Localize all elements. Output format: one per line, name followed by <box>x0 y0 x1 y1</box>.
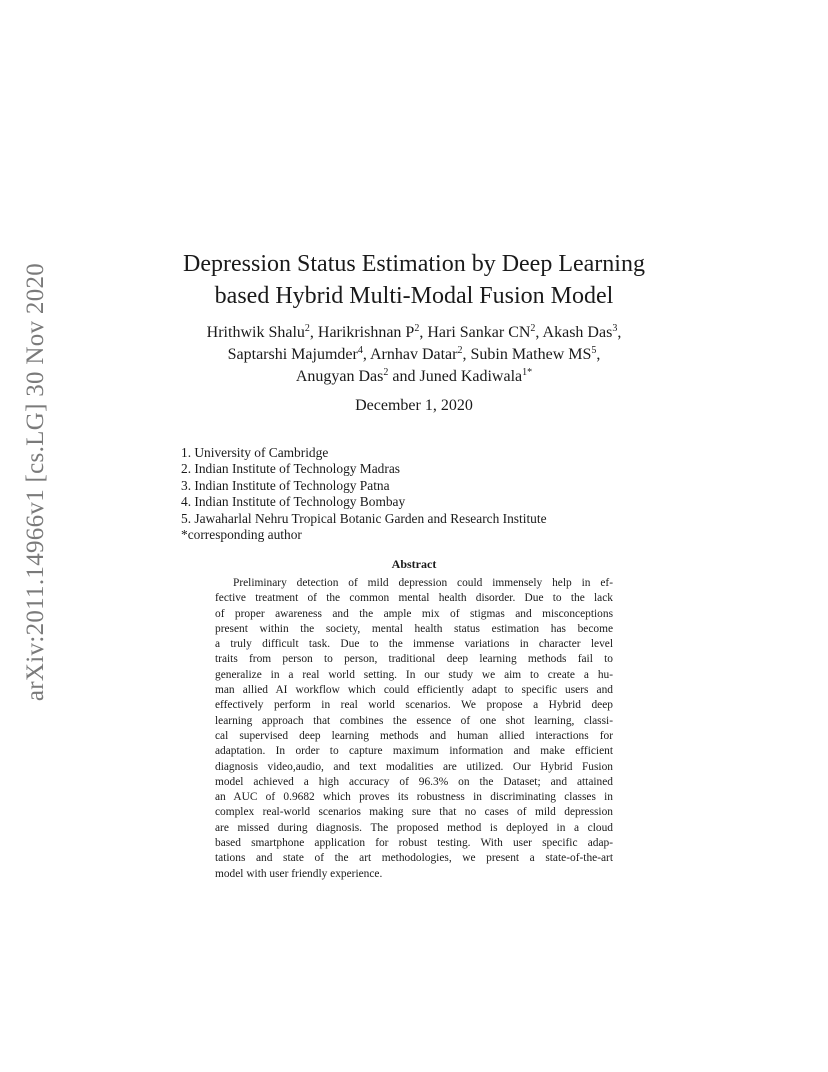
abstract-line: cal supervised deep learning methods and human allied interactions for <box>215 729 613 742</box>
author-line-3 <box>0 366 828 388</box>
author-separator: , <box>419 324 428 341</box>
author-separator: , <box>535 324 543 341</box>
author-separator: , <box>309 324 318 341</box>
author-name: Anugyan Das <box>295 368 384 385</box>
corresponding-author-note: *corresponding author <box>181 527 302 543</box>
abstract-line: fective treatment of the common mental health disorder. Due to the lack <box>215 592 613 605</box>
author-affiliation-mark: 2 <box>414 323 420 334</box>
abstract-line: a truly difficult task. Due to the immense variations in character level <box>215 638 613 651</box>
abstract-line: Preliminary detection of mild depression could immensely help in ef- <box>233 577 613 589</box>
abstract-line: model with user friendly experience. <box>215 867 383 880</box>
abstract-line: learning approach that combines the essence of one shot learning, classi- <box>215 714 613 727</box>
publication-date: December 1, 2020 <box>355 397 473 414</box>
abstract-line: adaptation. In order to capture maximum information and make efficient <box>215 745 613 758</box>
abstract-line: present within the society, mental health status estimation has become <box>215 622 613 635</box>
abstract-line: man allied AI workflow which could efficiently adapt to specific users and <box>215 684 613 697</box>
author-affiliation-mark: 4 <box>357 345 363 356</box>
abstract-line: effectively perform in real world scenarios. We propose a Hybrid deep <box>215 699 613 712</box>
author-name: Hrithwik Shalu <box>206 324 305 341</box>
paper-title <box>0 248 828 312</box>
author-name: Harikrishnan P <box>317 324 415 341</box>
affiliation-item: 5. Jawaharlal Nehru Tropical Botanic Garden and Research Institute <box>181 510 547 526</box>
affiliation-list <box>181 445 547 543</box>
author-name: Hari Sankar CN <box>427 324 531 341</box>
affiliation-item: 3. Indian Institute of Technology Patna <box>181 477 390 493</box>
author-affiliation-mark: 2 <box>304 323 310 334</box>
author-list <box>0 322 828 388</box>
author-affiliation-mark: 2 <box>383 367 389 378</box>
author-separator: , <box>617 324 622 341</box>
paper-title-line-2: based Hybrid Multi-Modal Fusion Model <box>214 283 614 309</box>
author-separator: and <box>388 368 420 385</box>
abstract-line: of proper awareness and the ample mix of stigmas and misconceptions <box>215 607 613 620</box>
paper-title-line-1: Depression Status Estimation by Deep Learning <box>183 251 645 277</box>
abstract-line: diagnosis video,audio, and text modalities are utilized. Our Hybrid Fusion <box>215 760 613 773</box>
abstract-line: model achieved a high accuracy of 96.3% on the Dataset; and attained <box>215 775 613 788</box>
author-name: Juned Kadiwala <box>419 368 523 385</box>
abstract-line: are missed during diagnosis. The proposed method is deployed in a cloud <box>215 821 613 834</box>
author-affiliation-mark: 3 <box>612 323 618 334</box>
author-affiliation-mark: 1* <box>522 367 533 378</box>
affiliation-item: 2. Indian Institute of Technology Madras <box>181 461 400 477</box>
author-name: Subin Mathew MS <box>470 346 592 363</box>
affiliation-item: 1. University of Cambridge <box>181 445 329 460</box>
author-name: Akash Das <box>542 324 613 341</box>
abstract-heading: Abstract <box>391 557 437 571</box>
author-affiliation-mark: 5 <box>591 345 597 356</box>
abstract-line: tations and state of the art methodologies, we present a state-of-the-art <box>215 852 613 865</box>
abstract-line: traits from person to person, traditional deep learning methods fail to <box>215 653 613 666</box>
abstract-line: complex real-world scenarios making sure that no cases of mild depression <box>215 806 613 819</box>
author-affiliation-mark: 2 <box>530 323 536 334</box>
author-line-1 <box>0 322 828 344</box>
author-affiliation-mark: 2 <box>457 345 463 356</box>
author-separator: , <box>462 346 471 363</box>
abstract-line: generalize in a real world setting. In our study we aim to create a hu- <box>215 668 613 681</box>
author-name: Arnhav Datar <box>369 346 458 363</box>
author-name: Saptarshi Majumder <box>227 346 358 363</box>
abstract-line: an AUC of 0.9682 which proves its robustness in discriminating classes in <box>215 791 613 804</box>
abstract-body <box>215 576 613 882</box>
author-line-2 <box>0 344 828 366</box>
author-separator: , <box>362 346 370 363</box>
abstract-line: based smartphone application for robust testing. With user specific adap- <box>215 837 613 850</box>
author-separator: , <box>596 346 601 363</box>
arxiv-identifier-text: arXiv:2011.14966v1 [cs.LG] 30 Nov 2020 <box>22 262 50 702</box>
affiliation-item: 4. Indian Institute of Technology Bombay <box>181 494 406 510</box>
